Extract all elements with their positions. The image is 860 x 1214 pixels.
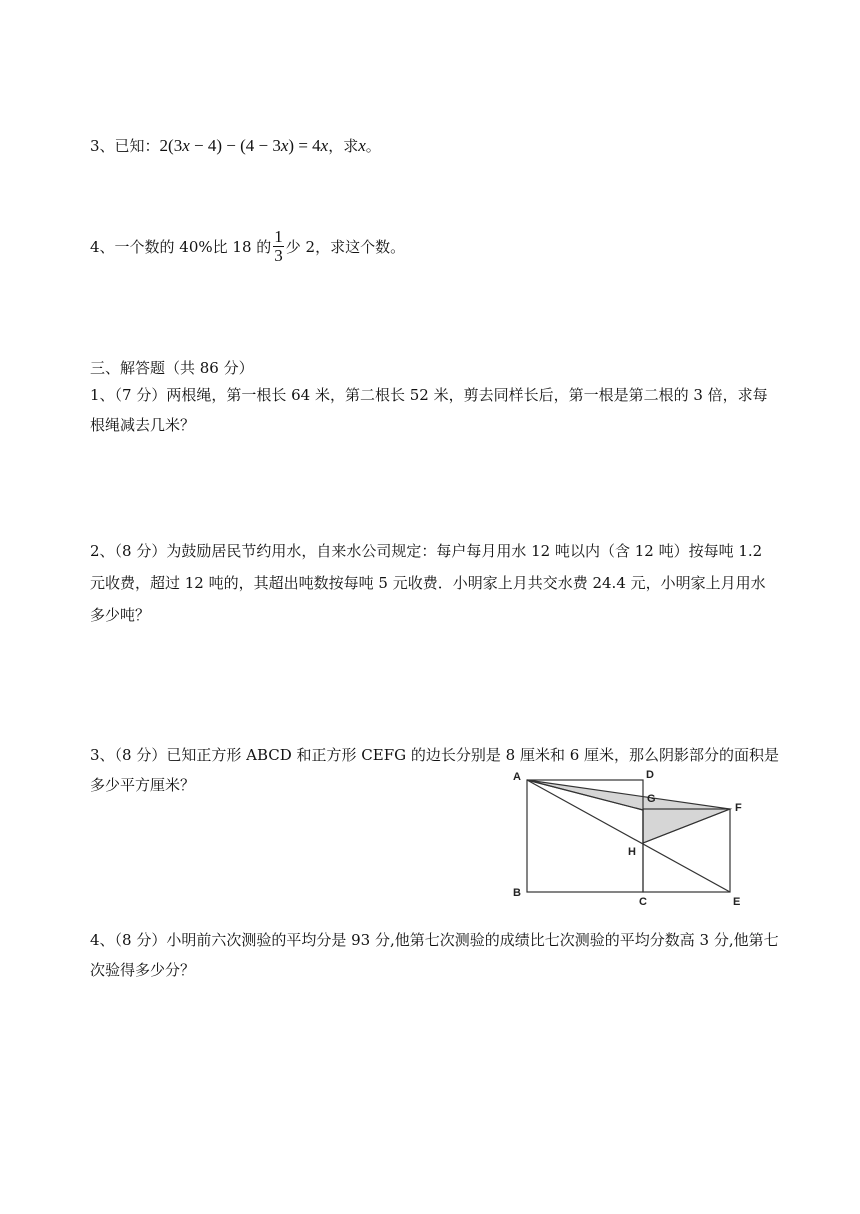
problem-4: 4、（8 分）小明前六次测验的平均分是 93 分,他第七次测验的成绩比七次测验的平均分数高 3 分,他第七次验得多少分？ <box>90 931 779 979</box>
label-b: B <box>513 887 521 899</box>
problem-2: 2、（8 分）为鼓励居民节约用水，自来水公司规定：每户每月用水 12 吨以内（含 12 吨）按每吨 1.2 元收费，超过 12 吨的，其超出吨数按每吨 5 元收费．小明家上月共交水费 24.4 元，小明家上月用水多少吨？ <box>90 542 766 624</box>
shaded-region <box>527 780 730 843</box>
problem-3: 3、（8 分）已知正方形 ABCD 和正方形 CEFG 的边长分别是 8 厘米和 6 厘米，那么阴影部分的面积是多少平方厘米？ <box>90 746 780 794</box>
label-d: D <box>646 769 654 781</box>
label-e: E <box>733 896 741 907</box>
geometry-figure <box>505 767 755 907</box>
label-g: G <box>647 793 656 805</box>
variable-x: x <box>358 136 366 155</box>
label-f: F <box>735 802 742 814</box>
question-3-equation: 3、已知：2(3x − 4) − (4 − 3x) = 4x，求x。 <box>90 136 381 155</box>
question-3-prefix: 3、已知： <box>90 137 160 155</box>
question-3-ask: ，求 <box>328 137 359 155</box>
label-c: C <box>639 896 647 907</box>
section-title: 三、解答题（共 86 分） <box>90 359 254 377</box>
question-4-suffix: 少 2，求这个数。 <box>285 238 406 256</box>
label-h: H <box>628 846 636 858</box>
question-4-prefix: 4、一个数的 40%比 18 的 <box>90 238 272 256</box>
problem-1: 1、（7 分）两根绳，第一根长 64 米，第二根长 52 米，剪去同样长后，第一根是第二根的 3 倍，求每根绳减去几米？ <box>90 386 768 434</box>
fraction-one-third: $\frac{1}{3}$ <box>274 227 283 265</box>
label-a: A <box>513 771 521 783</box>
equation: 2(3x − 4) − (4 − 3x) = 4x <box>159 136 329 155</box>
question-4-fraction <box>90 228 405 265</box>
